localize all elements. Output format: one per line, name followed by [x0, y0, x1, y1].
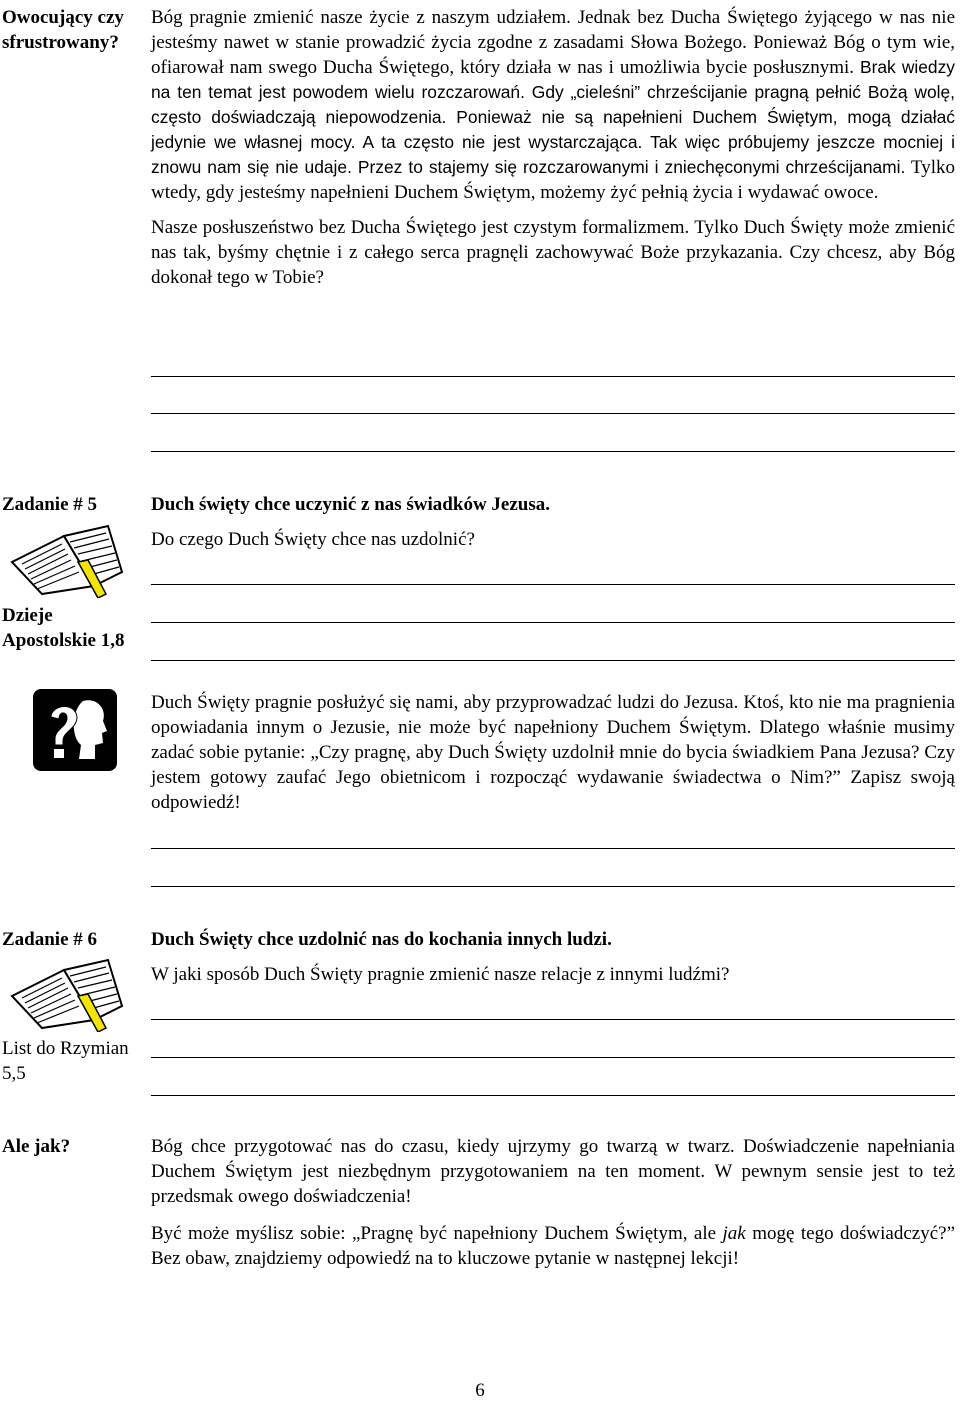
task6-body	[151, 927, 955, 987]
answer-line[interactable]	[151, 1095, 955, 1096]
task5-question: Do czego Duch Święty chce nas uzdolnić?	[151, 529, 475, 550]
text-run: Tylko wtedy, gdy jesteśmy napełnieni Duchem Świętym, możemy żyć pełnią życia i wydawać owoce.	[151, 157, 955, 203]
open-bible-icon	[8, 522, 126, 603]
answer-line[interactable]	[151, 413, 955, 414]
page-number: 6	[475, 1380, 485, 1401]
text-run: Być może myślisz sobie: „Pragnę być napełniony Duchem Świętym, ale	[151, 1223, 723, 1244]
answer-line[interactable]	[151, 660, 955, 661]
answer-line[interactable]	[151, 622, 955, 623]
task5-explanation: Duch Święty pragnie posłużyć się nami, aby przyprowadzać ludzi do Jezusa. Ktoś, kto nie ma pragnienia opowiadania innym o Jezusie, nie może być napełniony Duchem Świętym. Dlatego właśnie musimy zadać sobie pytanie: „Czy pragnę, aby Duch Święty uzdolnił mnie do bycia świadkiem Pana Jezusa? Czy jestem gotowy zaufać Jego obietnicom i rozpocząć wydawanie świadectwa o Nim?” Zapisz swoją odpowiedź!	[151, 692, 955, 813]
paragraph: Nasze posłuszeństwo bez Ducha Świętego jest czystym formalizmem. Tylko Duch Święty może zmienić nas tak, byśmy chętnie i z całego serca pragnęli zachowywać Boże przykazania. Czy chcesz, aby Bóg dokonał tego w Tobie?	[151, 217, 955, 288]
answer-line[interactable]	[151, 376, 955, 377]
answer-line[interactable]	[151, 886, 955, 887]
paragraph	[151, 1221, 955, 1271]
scripture-reference: Dzieje Apostolskie 1,8	[2, 605, 125, 651]
answer-line[interactable]	[151, 451, 955, 452]
task5-label: Zadanie # 5	[2, 494, 98, 515]
text-run-sans: Brak wiedzy na ten temat jest powodem wielu rozczarowań. Gdy „cieleśni” chrześcijanie pragną pełnić Bożą wolę, często doświadczają niepowodzenia. Ponieważ nie są napełnieni Duchem Świętym, mogą działać jedynie we własnej mocy. A ta często nie jest wystarczająca. Tak więc próbujemy jeszcze mocniej i znowu nam się nie udaje. Przez to stajemy się rozczarowanymi i zniechęconymi chrześcijanami.	[151, 57, 955, 177]
answer-line[interactable]	[151, 584, 955, 585]
answer-line[interactable]	[151, 1019, 955, 1020]
answer-line[interactable]	[151, 1057, 955, 1058]
question-mark-head-icon	[31, 687, 119, 778]
task6-label: Zadanie # 6	[2, 929, 98, 950]
task6-question: W jaki sposób Duch Święty pragnie zmienić nasze relacje z innymi ludźmi?	[151, 964, 730, 985]
task5-title: Duch święty chce uczynić z nas świadków Jezusa.	[151, 494, 550, 515]
task6-title: Duch Święty chce uzdolnić nas do kochania innych ludzi.	[151, 929, 612, 950]
scripture-reference: List do Rzymian 5,5	[2, 1038, 129, 1084]
section-how-body	[151, 1134, 955, 1271]
section-heading-how: Ale jak?	[2, 1136, 71, 1157]
text-run-italic: jak	[722, 1223, 746, 1244]
task5-body	[151, 492, 955, 552]
section1-body	[151, 5, 955, 290]
section-heading-frustrated: Owocujący czy sfrustrowany?	[2, 7, 124, 53]
open-bible-icon	[8, 956, 126, 1037]
paragraph: Bóg chce przygotować nas do czasu, kiedy ujrzymy go twarzą w twarz. Doświadczenie napełniania Duchem Świętym jest niezbędnym przygotowaniem na ten moment. W pewnym sensie jest to też przedsmak owego doświadczenia!	[151, 1136, 955, 1207]
answer-line[interactable]	[151, 848, 955, 849]
paragraph	[151, 5, 955, 205]
text-run: Bóg pragnie zmienić nasze życie z naszym udziałem. Jednak bez Ducha Świętego żyjącego w nas nie jesteśmy nawet w stanie prowadzić życia zgodne z zasadami Słowa Bożego. Ponieważ Bóg o tym wie, ofiarował nam swego Ducha Świętego, który działa w nas i umożliwia bycie posłusznymi.	[151, 7, 955, 78]
text-run: mogę tego doświadczyć?” Bez obaw, znajdziemy odpowiedź na to kluczowe pytanie w następnej lekcji!	[151, 1223, 956, 1269]
